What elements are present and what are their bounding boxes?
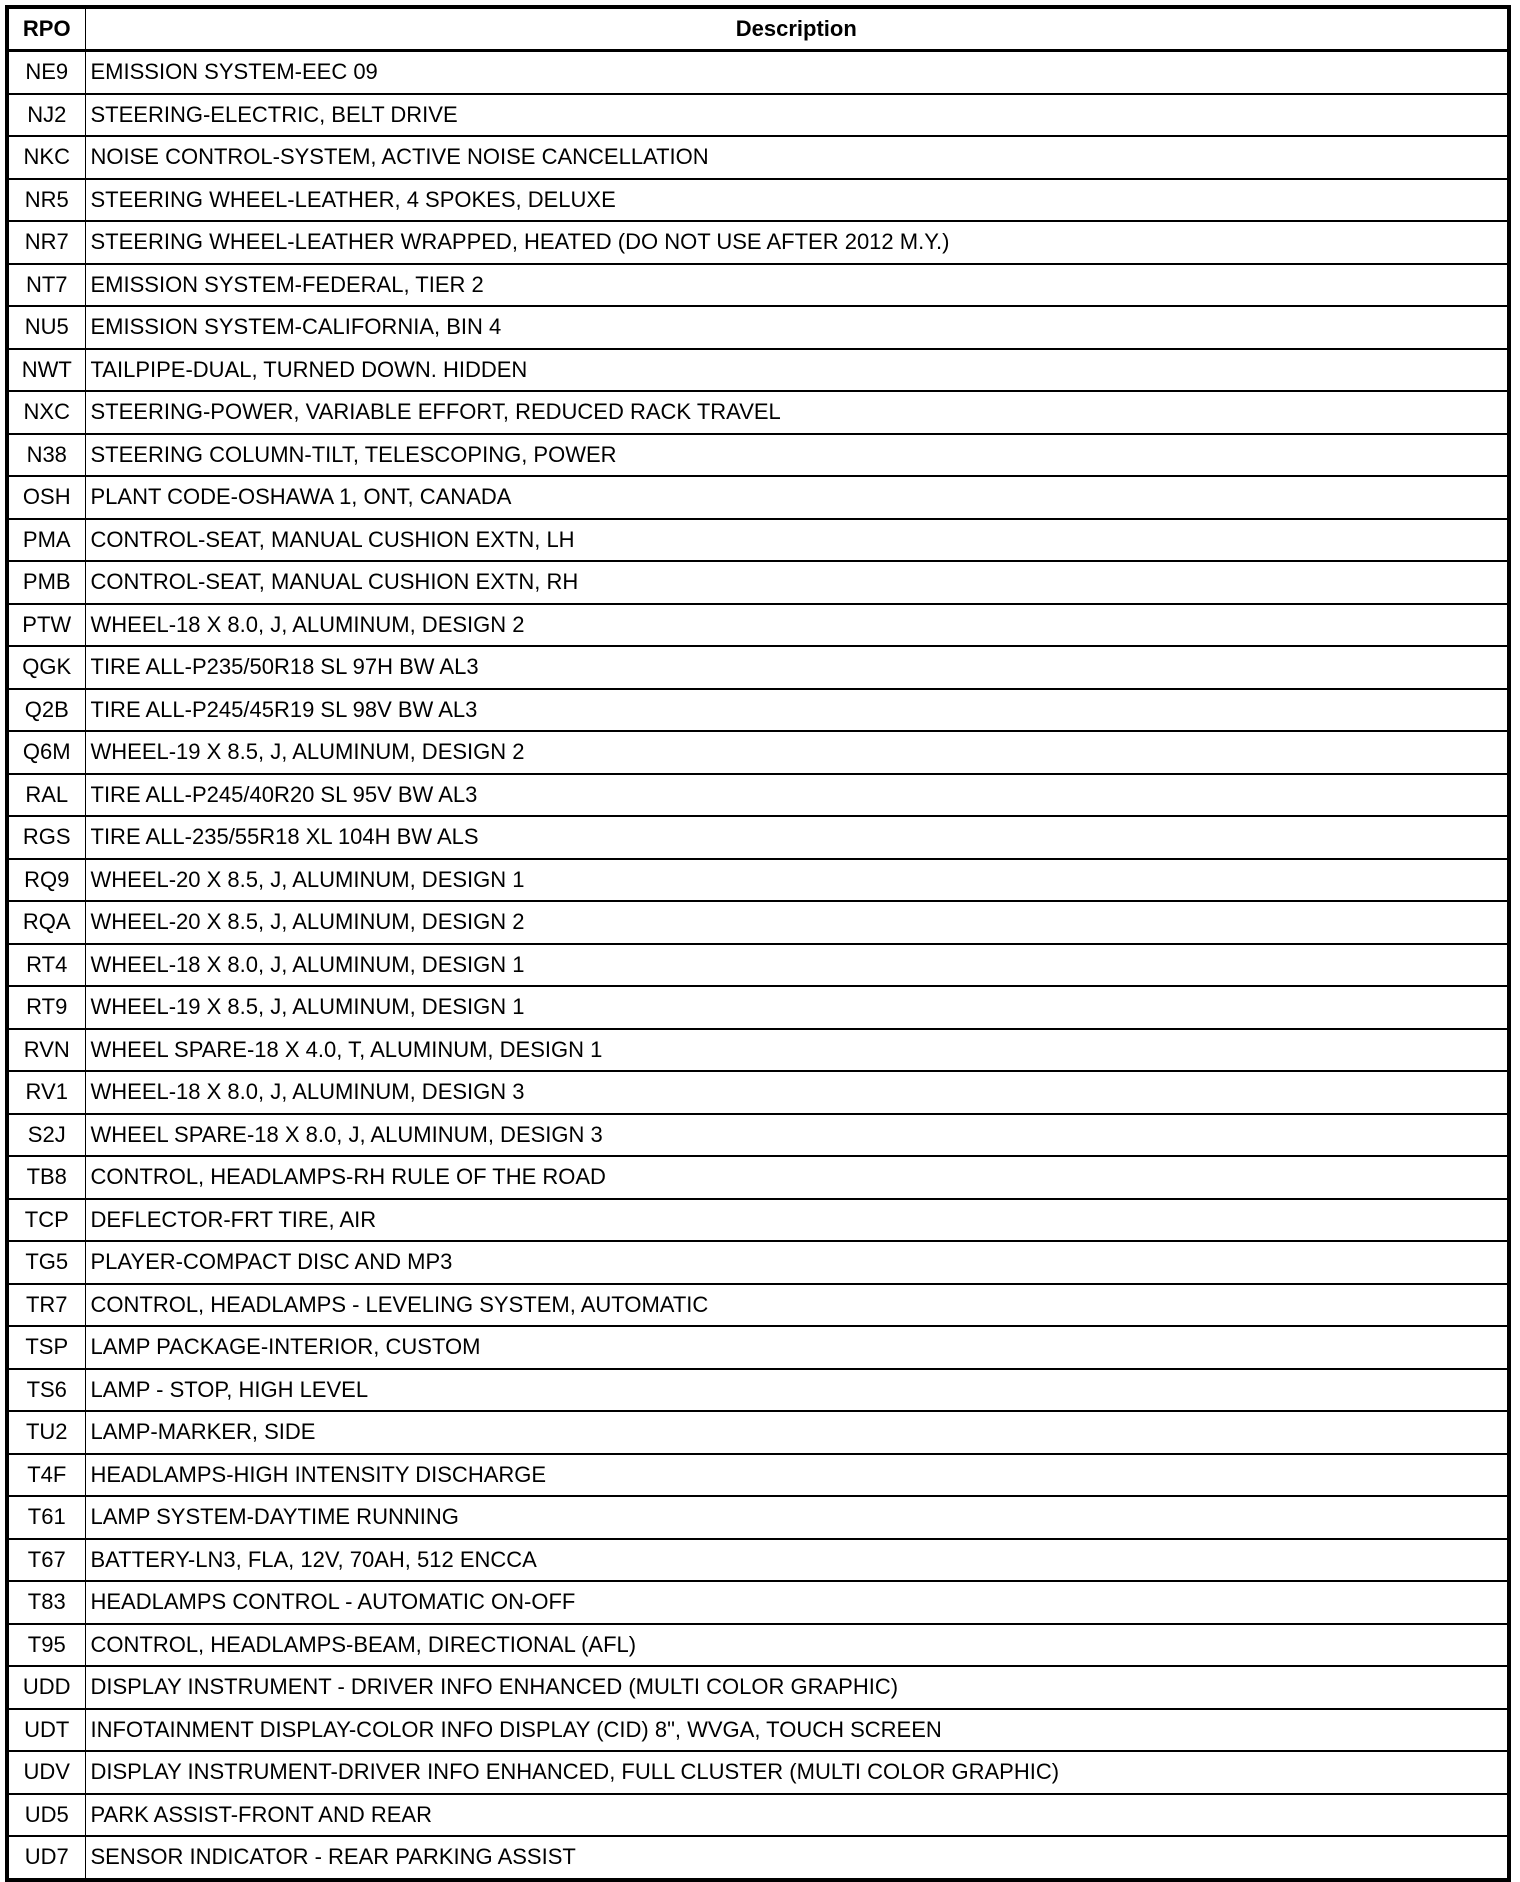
table-row <box>7 774 1509 817</box>
table-row <box>7 986 1509 1029</box>
rpo-code-cell: NJ2 <box>7 94 85 137</box>
table-row <box>7 646 1509 689</box>
description-cell: WHEEL-18 X 8.0, J, ALUMINUM, DESIGN 2 <box>85 604 1509 647</box>
table-row <box>7 51 1509 94</box>
rpo-code-cell: T95 <box>7 1624 85 1667</box>
description-cell: TAILPIPE-DUAL, TURNED DOWN. HIDDEN <box>85 349 1509 392</box>
description-cell: PLAYER-COMPACT DISC AND MP3 <box>85 1241 1509 1284</box>
description-cell: WHEEL-20 X 8.5, J, ALUMINUM, DESIGN 2 <box>85 901 1509 944</box>
rpo-code-cell: TB8 <box>7 1156 85 1199</box>
table-row <box>7 1326 1509 1369</box>
description-cell: STEERING-ELECTRIC, BELT DRIVE <box>85 94 1509 137</box>
description-cell: CONTROL, HEADLAMPS-RH RULE OF THE ROAD <box>85 1156 1509 1199</box>
description-cell: LAMP - STOP, HIGH LEVEL <box>85 1369 1509 1412</box>
description-cell: WHEEL-18 X 8.0, J, ALUMINUM, DESIGN 3 <box>85 1071 1509 1114</box>
rpo-code-cell: TG5 <box>7 1241 85 1284</box>
description-cell: WHEEL-19 X 8.5, J, ALUMINUM, DESIGN 1 <box>85 986 1509 1029</box>
table-row <box>7 816 1509 859</box>
column-header-rpo: RPO <box>7 7 85 51</box>
description-cell: NOISE CONTROL-SYSTEM, ACTIVE NOISE CANCELLATION <box>85 136 1509 179</box>
description-cell: DEFLECTOR-FRT TIRE, AIR <box>85 1199 1509 1242</box>
table-row <box>7 519 1509 562</box>
rpo-code-cell: TCP <box>7 1199 85 1242</box>
rpo-code-cell: OSH <box>7 476 85 519</box>
description-cell: STEERING WHEEL-LEATHER WRAPPED, HEATED (DO NOT USE AFTER 2012 M.Y.) <box>85 221 1509 264</box>
table-row <box>7 1369 1509 1412</box>
description-cell: TIRE ALL-P245/40R20 SL 95V BW AL3 <box>85 774 1509 817</box>
table-row <box>7 731 1509 774</box>
rpo-code-cell: QGK <box>7 646 85 689</box>
rpo-code-cell: UDD <box>7 1666 85 1709</box>
description-cell: HEADLAMPS-HIGH INTENSITY DISCHARGE <box>85 1454 1509 1497</box>
rpo-code-cell: Q6M <box>7 731 85 774</box>
table-row <box>7 689 1509 732</box>
table-row <box>7 1624 1509 1667</box>
rpo-code-cell: UD7 <box>7 1836 85 1880</box>
table-row <box>7 1411 1509 1454</box>
table-row <box>7 1666 1509 1709</box>
rpo-code-cell: RQ9 <box>7 859 85 902</box>
table-row <box>7 1029 1509 1072</box>
description-cell: CONTROL-SEAT, MANUAL CUSHION EXTN, RH <box>85 561 1509 604</box>
rpo-code-cell: Q2B <box>7 689 85 732</box>
table-row <box>7 1581 1509 1624</box>
table-row <box>7 901 1509 944</box>
table-row <box>7 1836 1509 1880</box>
rpo-code-cell: RV1 <box>7 1071 85 1114</box>
description-cell: STEERING-POWER, VARIABLE EFFORT, REDUCED RACK TRAVEL <box>85 391 1509 434</box>
table-row <box>7 434 1509 477</box>
description-cell: STEERING WHEEL-LEATHER, 4 SPOKES, DELUXE <box>85 179 1509 222</box>
description-cell: EMISSION SYSTEM-CALIFORNIA, BIN 4 <box>85 306 1509 349</box>
table-row <box>7 94 1509 137</box>
rpo-code-cell: TR7 <box>7 1284 85 1327</box>
table-row <box>7 1241 1509 1284</box>
description-cell: LAMP PACKAGE-INTERIOR, CUSTOM <box>85 1326 1509 1369</box>
rpo-code-cell: NR7 <box>7 221 85 264</box>
description-cell: HEADLAMPS CONTROL - AUTOMATIC ON-OFF <box>85 1581 1509 1624</box>
description-cell: WHEEL-18 X 8.0, J, ALUMINUM, DESIGN 1 <box>85 944 1509 987</box>
description-cell: SENSOR INDICATOR - REAR PARKING ASSIST <box>85 1836 1509 1880</box>
rpo-code-cell: TS6 <box>7 1369 85 1412</box>
description-cell: CONTROL, HEADLAMPS-BEAM, DIRECTIONAL (AFL) <box>85 1624 1509 1667</box>
table-row <box>7 306 1509 349</box>
table-row <box>7 1284 1509 1327</box>
rpo-code-cell: T83 <box>7 1581 85 1624</box>
table-row <box>7 604 1509 647</box>
description-cell: LAMP SYSTEM-DAYTIME RUNNING <box>85 1496 1509 1539</box>
rpo-code-cell: S2J <box>7 1114 85 1157</box>
rpo-code-cell: NWT <box>7 349 85 392</box>
rpo-code-cell: PMB <box>7 561 85 604</box>
table-header-row <box>7 7 1509 51</box>
rpo-code-table <box>5 5 1511 1882</box>
rpo-code-cell: RAL <box>7 774 85 817</box>
table-row <box>7 1794 1509 1837</box>
table-row <box>7 221 1509 264</box>
table-row <box>7 349 1509 392</box>
description-cell: CONTROL-SEAT, MANUAL CUSHION EXTN, LH <box>85 519 1509 562</box>
rpo-code-cell: PMA <box>7 519 85 562</box>
rpo-code-cell: RT9 <box>7 986 85 1029</box>
rpo-code-cell: UDV <box>7 1751 85 1794</box>
table-row <box>7 561 1509 604</box>
rpo-code-cell: T61 <box>7 1496 85 1539</box>
rpo-code-cell: NXC <box>7 391 85 434</box>
rpo-code-cell: T4F <box>7 1454 85 1497</box>
rpo-code-cell: NT7 <box>7 264 85 307</box>
description-cell: PLANT CODE-OSHAWA 1, ONT, CANADA <box>85 476 1509 519</box>
description-cell: TIRE ALL-P245/45R19 SL 98V BW AL3 <box>85 689 1509 732</box>
rpo-code-cell: NU5 <box>7 306 85 349</box>
table-row <box>7 944 1509 987</box>
rpo-code-cell: T67 <box>7 1539 85 1582</box>
rpo-code-cell: NR5 <box>7 179 85 222</box>
rpo-code-cell: RGS <box>7 816 85 859</box>
rpo-code-cell: UD5 <box>7 1794 85 1837</box>
rpo-code-cell: N38 <box>7 434 85 477</box>
description-cell: WHEEL-20 X 8.5, J, ALUMINUM, DESIGN 1 <box>85 859 1509 902</box>
table-body <box>7 51 1509 1880</box>
description-cell: BATTERY-LN3, FLA, 12V, 70AH, 512 ENCCA <box>85 1539 1509 1582</box>
table-row <box>7 179 1509 222</box>
table-row <box>7 1071 1509 1114</box>
description-cell: WHEEL SPARE-18 X 4.0, T, ALUMINUM, DESIGN 1 <box>85 1029 1509 1072</box>
table-row <box>7 1199 1509 1242</box>
rpo-code-cell: RT4 <box>7 944 85 987</box>
table-row <box>7 859 1509 902</box>
table-row <box>7 136 1509 179</box>
table-row <box>7 1751 1509 1794</box>
table-row <box>7 1114 1509 1157</box>
rpo-code-cell: UDT <box>7 1709 85 1752</box>
column-header-description: Description <box>85 7 1509 51</box>
description-cell: WHEEL-19 X 8.5, J, ALUMINUM, DESIGN 2 <box>85 731 1509 774</box>
description-cell: EMISSION SYSTEM-FEDERAL, TIER 2 <box>85 264 1509 307</box>
description-cell: LAMP-MARKER, SIDE <box>85 1411 1509 1454</box>
rpo-code-cell: NE9 <box>7 51 85 94</box>
rpo-code-cell: RVN <box>7 1029 85 1072</box>
rpo-code-cell: TU2 <box>7 1411 85 1454</box>
table-row <box>7 1709 1509 1752</box>
table-row <box>7 1496 1509 1539</box>
description-cell: CONTROL, HEADLAMPS - LEVELING SYSTEM, AUTOMATIC <box>85 1284 1509 1327</box>
rpo-code-cell: RQA <box>7 901 85 944</box>
description-cell: PARK ASSIST-FRONT AND REAR <box>85 1794 1509 1837</box>
description-cell: DISPLAY INSTRUMENT-DRIVER INFO ENHANCED, FULL CLUSTER (MULTI COLOR GRAPHIC) <box>85 1751 1509 1794</box>
description-cell: TIRE ALL-235/55R18 XL 104H BW ALS <box>85 816 1509 859</box>
description-cell: DISPLAY INSTRUMENT - DRIVER INFO ENHANCED (MULTI COLOR GRAPHIC) <box>85 1666 1509 1709</box>
table-row <box>7 391 1509 434</box>
description-cell: STEERING COLUMN-TILT, TELESCOPING, POWER <box>85 434 1509 477</box>
description-cell: TIRE ALL-P235/50R18 SL 97H BW AL3 <box>85 646 1509 689</box>
description-cell: EMISSION SYSTEM-EEC 09 <box>85 51 1509 94</box>
table-row <box>7 1539 1509 1582</box>
table-row <box>7 1454 1509 1497</box>
description-cell: WHEEL SPARE-18 X 8.0, J, ALUMINUM, DESIGN 3 <box>85 1114 1509 1157</box>
description-cell: INFOTAINMENT DISPLAY-COLOR INFO DISPLAY (CID) 8", WVGA, TOUCH SCREEN <box>85 1709 1509 1752</box>
rpo-code-cell: TSP <box>7 1326 85 1369</box>
table-row <box>7 264 1509 307</box>
table-row <box>7 1156 1509 1199</box>
rpo-code-cell: PTW <box>7 604 85 647</box>
table-row <box>7 476 1509 519</box>
rpo-code-cell: NKC <box>7 136 85 179</box>
